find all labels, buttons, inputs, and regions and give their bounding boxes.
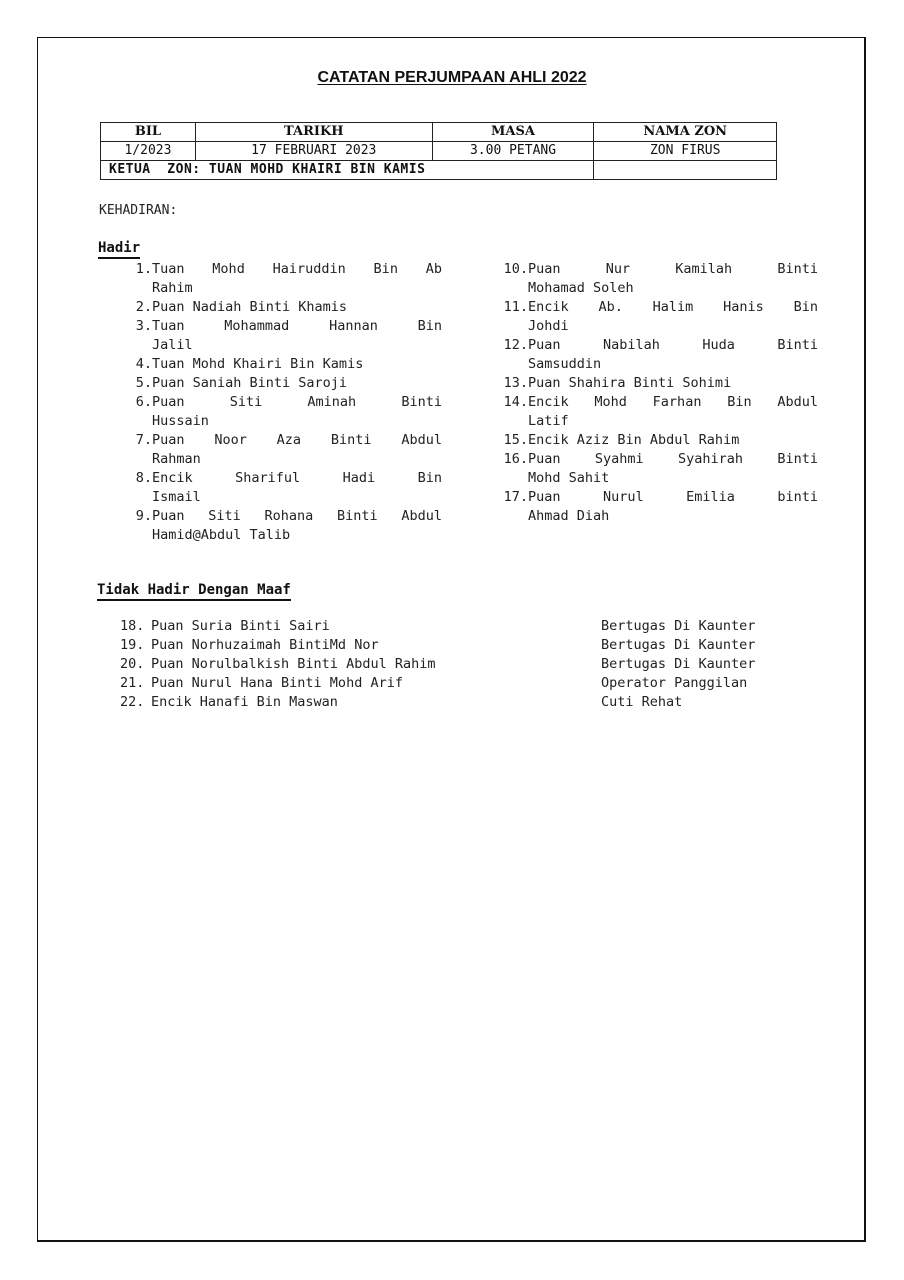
item-text	[152, 469, 442, 507]
item-text: Encik Aziz Bin Abdul Rahim	[528, 432, 740, 448]
absent-reason: Bertugas Di Kaunter	[601, 637, 756, 653]
item-line2: Latif	[528, 413, 569, 429]
list-item	[118, 317, 442, 355]
list-item	[118, 507, 442, 545]
table-row	[120, 617, 755, 636]
list-item	[494, 336, 818, 374]
item-text: Puan Nadiah Binti Khamis	[152, 299, 348, 315]
absent-name: Puan Nurul Hana Binti Mohd Arif	[151, 675, 403, 691]
item-number: 2.	[135, 299, 152, 315]
item-line1: Puan Nabilah Huda Binti	[528, 337, 818, 353]
hadir-list-right	[494, 260, 818, 526]
item-line2: Mohd Sahit	[528, 470, 610, 486]
item-line1: Tuan Mohammad Hannan Bin	[152, 318, 442, 334]
item-line1: Puan Syahmi Syahirah Binti	[528, 451, 818, 467]
header-nama-zon: NAMA ZON	[594, 123, 777, 142]
document-title	[0, 69, 904, 87]
list-item	[494, 488, 818, 526]
table-row	[120, 655, 755, 674]
item-number: 12.	[503, 337, 528, 353]
list-item	[118, 393, 442, 431]
item-line2: Johdi	[528, 318, 569, 334]
item-line1: Puan Nurul Emilia binti	[528, 489, 818, 505]
item-line2: Hamid@Abdul Talib	[152, 527, 291, 543]
list-item	[118, 431, 442, 469]
info-header-row	[101, 123, 777, 142]
item-number: 4.	[135, 356, 152, 372]
table-row	[120, 674, 755, 693]
header-bil: BIL	[101, 123, 196, 142]
item-line1: Puan Siti Aminah Binti	[152, 394, 442, 410]
item-number: 17.	[503, 489, 528, 505]
item-line1: Puan Nur Kamilah Binti	[528, 261, 818, 277]
list-item	[118, 355, 442, 374]
item-line2: Samsuddin	[528, 356, 602, 372]
tidak-hadir-heading: Tidak Hadir Dengan Maaf	[97, 582, 291, 601]
absent-name: Encik Hanafi Bin Maswan	[151, 694, 338, 710]
ketua-zon: KETUA ZON: TUAN MOHD KHAIRI BIN KAMIS	[101, 161, 594, 180]
item-text	[528, 450, 818, 488]
item-line1: Encik Shariful Hadi Bin	[152, 470, 442, 486]
item-line1: Puan Siti Rohana Binti Abdul	[152, 508, 442, 524]
item-text	[152, 431, 442, 469]
item-line2: Ahmad Diah	[528, 508, 610, 524]
list-item	[494, 450, 818, 488]
hadir-heading: Hadir	[98, 240, 140, 259]
item-text	[528, 488, 818, 526]
item-line1: Encik Mohd Farhan Bin Abdul	[528, 394, 818, 410]
absent-reason: Operator Panggilan	[601, 675, 748, 691]
absent-number: 18.	[120, 618, 145, 634]
absent-reason: Bertugas Di Kaunter	[601, 656, 756, 672]
item-text: Puan Saniah Binti Saroji	[152, 375, 348, 391]
item-line1: Tuan Mohd Hairuddin Bin Ab	[152, 261, 442, 277]
item-line2: Mohamad Soleh	[528, 280, 634, 296]
table-row	[120, 636, 755, 655]
absent-number: 21.	[120, 675, 145, 691]
item-number: 6.	[135, 394, 152, 410]
tidak-hadir-list	[120, 617, 755, 712]
info-value-row	[101, 142, 777, 161]
value-nama-zon: ZON FIRUS	[594, 142, 777, 161]
item-line2: Hussain	[152, 413, 209, 429]
header-tarikh: TARIKH	[195, 123, 432, 142]
item-text	[528, 260, 818, 298]
item-text: Tuan Mohd Khairi Bin Kamis	[152, 356, 364, 372]
title-text: CATATAN PERJUMPAAN AHLI 2022	[317, 69, 587, 86]
item-number: 1.	[135, 261, 152, 277]
item-number: 5.	[135, 375, 152, 391]
list-item	[118, 260, 442, 298]
absent-number: 22.	[120, 694, 145, 710]
list-item	[118, 298, 442, 317]
item-text	[528, 336, 818, 374]
item-text: Puan Shahira Binti Sohimi	[528, 375, 732, 391]
kehadiran-label: KEHADIRAN:	[99, 203, 178, 218]
meeting-info-table	[100, 122, 777, 180]
item-line1: Encik Ab. Halim Hanis Bin	[528, 299, 818, 315]
list-item	[494, 431, 818, 450]
ketua-row	[101, 161, 777, 180]
item-line1: Puan Noor Aza Binti Abdul	[152, 432, 442, 448]
absent-name: Puan Norhuzaimah BintiMd Nor	[151, 637, 379, 653]
absent-reason: Bertugas Di Kaunter	[601, 618, 756, 634]
item-text	[152, 393, 442, 431]
item-number: 11.	[503, 299, 528, 315]
value-tarikh: 17 FEBRUARI 2023	[195, 142, 432, 161]
list-item	[118, 469, 442, 507]
list-item	[118, 374, 442, 393]
absent-reason: Cuti Rehat	[601, 694, 683, 710]
item-number: 9.	[135, 508, 152, 524]
hadir-list-left	[118, 260, 442, 545]
absent-name: Puan Suria Binti Sairi	[151, 618, 330, 634]
list-item	[494, 374, 818, 393]
list-item	[494, 260, 818, 298]
absent-number: 19.	[120, 637, 145, 653]
item-line2: Rahim	[152, 280, 193, 296]
value-masa: 3.00 PETANG	[432, 142, 594, 161]
item-text	[528, 298, 818, 336]
item-number: 16.	[503, 451, 528, 467]
value-bil: 1/2023	[101, 142, 196, 161]
table-row	[120, 693, 755, 712]
item-number: 10.	[503, 261, 528, 277]
item-line2: Rahman	[152, 451, 201, 467]
item-line2: Ismail	[152, 489, 201, 505]
item-number: 7.	[135, 432, 152, 448]
item-number: 13.	[503, 375, 528, 391]
item-text	[152, 507, 442, 545]
header-masa: MASA	[432, 123, 594, 142]
list-item	[494, 298, 818, 336]
item-number: 14.	[503, 394, 528, 410]
item-text	[152, 260, 442, 298]
item-number: 8.	[135, 470, 152, 486]
absent-name: Puan Norulbalkish Binti Abdul Rahim	[151, 656, 436, 672]
item-text	[152, 317, 442, 355]
item-line2: Jalil	[152, 337, 193, 353]
absent-number: 20.	[120, 656, 145, 672]
item-number: 3.	[135, 318, 152, 334]
list-item	[494, 393, 818, 431]
item-number: 15.	[503, 432, 528, 448]
ketua-empty-cell	[594, 161, 777, 180]
item-text	[528, 393, 818, 431]
